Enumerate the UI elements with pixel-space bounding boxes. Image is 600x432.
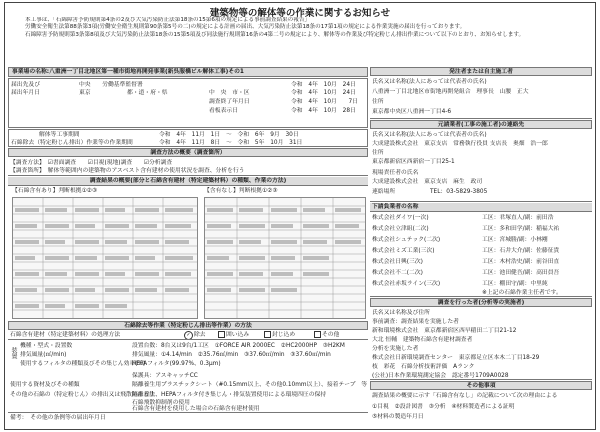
table-with-asbestos-title: 【石綿含有あり】判断根拠①②③ xyxy=(12,188,98,194)
survey-header: 調査方法の概要（調査箇所） xyxy=(8,148,368,157)
removal-header: 石綿除去等作業（特定粉じん排出等作業）の方法 xyxy=(8,321,368,330)
list-item: 工区：宮城勝/副：小林剛 xyxy=(482,237,548,243)
other-line-2: ①目視 ②設計図書 ③分析 ④材料製造者による証明 xyxy=(372,404,515,410)
project-name: 事業場の名称:八重洲一丁目北地区第一種市街地再開発事業(新呉服橋ビル解体工事)その1 xyxy=(8,67,368,77)
list-item: 株式会社ミズ工業(三次) xyxy=(372,248,435,254)
filing-label-date: 届出年月日 xyxy=(11,90,40,96)
removal-row-5-value: 隔離養生、HEPAフィルタ付き集じん・排気装置使用による環境四圧の保持 xyxy=(132,392,327,398)
contractor-name: 大成建設株式会社 東京支店 常務執行役員 支店長 奥畑 浩一郎 xyxy=(372,141,548,147)
client-address-label: 住所 xyxy=(372,99,384,105)
list-item: 株式会社不二(二次) xyxy=(372,270,423,276)
asbestos-present-table-grid xyxy=(13,198,197,318)
surveyor-line-2: 新和環境株式会社 東京都新宿区西早稲田二丁目21-12 xyxy=(372,328,517,334)
period-block xyxy=(8,129,368,147)
intro-line-2: 労働安全衛生法第88条第3項(労働安全衛生規則第90条第5号の二)の規定による計画の届出、大気汚染防止法第18条の17第1項の規定による作業実施の届出を行っております。 xyxy=(25,24,466,31)
filing-office-2-pref: 東京 xyxy=(79,90,91,96)
client-name-label: 氏名又は名称(法人にあっては代表者の氏名) xyxy=(372,79,487,85)
list-item: 株式会社立津組(二次) xyxy=(372,226,429,232)
equipment-vertical-label: 装置 xyxy=(10,347,17,359)
asbestos-absent-table xyxy=(204,197,366,319)
site-manager-label: 現場責任者の氏名 xyxy=(372,170,419,176)
list-item: 株式会社シュテック(二次) xyxy=(372,237,441,243)
removal-option-other-label: その他 xyxy=(322,332,340,338)
contractor-header: 元請業者(工事の施工者)の連絡先 xyxy=(370,120,592,129)
client-name: 八重洲一丁目北地区市街地再開発組合 理事長 山腰 正大 xyxy=(372,89,529,95)
contractor-block xyxy=(370,130,592,202)
removal-options-row xyxy=(8,331,368,340)
asbestos-period-label: 石綿除去（特定粉じん排出）作業等の作業期間 xyxy=(11,140,133,146)
subcontractor-list xyxy=(370,213,592,297)
removal-detail-block xyxy=(8,341,368,413)
filing-office-1: 中央 労働基準監督署 xyxy=(79,82,143,88)
board-label: 看板表示日 xyxy=(209,108,238,114)
list-item: 株式会社ダイワ(一次) xyxy=(372,215,429,221)
surveyor-line-7: (公社)日本作業環境測定協会 認定番号1709A0028 xyxy=(372,373,509,379)
surveyor-block xyxy=(370,308,592,380)
checkbox-icon xyxy=(264,331,271,338)
survey-end-date: 令和 4年 10月 7日 xyxy=(291,99,358,105)
checkbox-icon xyxy=(314,331,321,338)
intro-line-1: 本工事は、「石綿障害予防規則第4条の2及び大気汚染防止法第18条の15第6項の規定による事前調査結果の報告」 xyxy=(25,17,311,23)
filing-date-1: 令和 4年 10月 24日 xyxy=(291,82,356,88)
asbestos-absent-table-grid xyxy=(205,198,365,318)
surveyor-line-4: 分析を実施した者 xyxy=(372,346,419,352)
list-item: 工区：池田健吾/副：高田員吾 xyxy=(482,270,560,276)
list-item: 株式会社赤坂ライン(三次) xyxy=(372,281,441,287)
intro-line-3: 石綿障害予防規則第3条第8項及び大気汚染防止法第18条の15第5項及び同法施行規則第16条の4第二号の規定により、解体等の作業及び特定粉じん排出作業について以下のとおり、お知らせします。 xyxy=(25,31,525,38)
removal-row-1-value: 設置台数：8台又は9台/1工区 ①FORCE AIR 2000EC ②HC2000HP ③H2KM xyxy=(132,343,345,349)
notice-body xyxy=(8,67,592,427)
subcontractor-header xyxy=(370,203,592,212)
client-address: 東京都中央区八重洲一丁目4-6 xyxy=(372,109,452,115)
filing-label-place: 届出先及び xyxy=(11,82,40,88)
period-label: 解体等工事期間 xyxy=(39,132,80,138)
surveyor-header: 調査を行った者(分析等の実施者) xyxy=(370,298,592,307)
removal-option-enclose-label: 囲い込み xyxy=(226,332,250,338)
filing-block xyxy=(8,78,368,128)
intro-text xyxy=(5,17,595,63)
list-item: 株式会社日興(三次) xyxy=(372,259,423,265)
removal-row-5-label: その他の石綿の（特定粉じん）の排出又は飛散防止方法 xyxy=(10,392,155,398)
survey-table-titles xyxy=(8,187,368,196)
other-line-3: ⑤材料の製造年月日 xyxy=(372,414,424,420)
asbestos-present-table xyxy=(12,197,198,319)
subcontractor-note: ※上記の石綿作業主任者です。 xyxy=(482,290,562,296)
notice-sheet xyxy=(4,2,596,430)
survey-method-block xyxy=(8,158,368,176)
period-range: 令和 4年 11月 1日 ～ 令和 6年 9月 30日 xyxy=(159,132,299,138)
removal-option-remove xyxy=(184,331,206,340)
client-block xyxy=(370,77,592,119)
right-column xyxy=(370,67,592,427)
contractor-address-label: 住所 xyxy=(372,150,384,156)
notice-title: 建築物等の解体等の作業に関するお知らせ xyxy=(209,8,391,19)
contact-label: 連絡場所 xyxy=(372,189,396,195)
filing-office-2-mid: 都・道・府・県 xyxy=(127,90,168,96)
filing-date-2: 令和 4年 10月 24日 xyxy=(291,90,356,96)
survey-end-label: 調査終了年月日 xyxy=(209,99,250,105)
contractor-address: 東京都新宿区西新宿一丁目25-1 xyxy=(372,159,455,165)
list-item: 工区：君塚直人/副：前田浩 xyxy=(482,215,554,221)
subcontractor-header-label: 下請負業者の名称 xyxy=(372,204,419,210)
contractor-name-label: 氏名又は名称(法人にあっては代表者の氏名) xyxy=(372,132,487,138)
surveyor-line-1: 事前調査：調査結果を実施した者 xyxy=(372,319,459,325)
client-header: 発注者または自主施工者 xyxy=(370,67,592,76)
other-header: その他事項 xyxy=(370,381,592,390)
removal-col-label: 石綿含有建材（特定建築材料）の処理方法 xyxy=(10,332,121,338)
table-without-asbestos-title: 【含有なし】判断根拠①②③ xyxy=(204,188,278,194)
removal-option-seal-label: 封じ込め xyxy=(272,332,296,338)
remarks-footer: 備考： その他の条例等の届出年月日 xyxy=(10,415,106,421)
list-item: 工区：棚田守/副：中里純 xyxy=(482,281,548,287)
contact-phone: TEL：03-5829-3805 xyxy=(430,189,488,195)
surveyor-sub-label: 氏名又は名称及び住所 xyxy=(372,310,430,316)
surveyor-line-3: 大北 恒輔 建築物石綿含有建材調査者 xyxy=(372,337,473,343)
other-block xyxy=(370,391,592,425)
survey-result-header: 調査結果の概要(部分と石綿含有建材（特定建築材料）の種類、作業の方法) xyxy=(8,177,368,186)
removal-row-1-label: 機種・型式・設置数 xyxy=(20,343,73,349)
list-item: 工区：石井大介/副：佐藤征貴 xyxy=(482,248,560,254)
checkbox-icon xyxy=(218,331,225,338)
removal-option-seal xyxy=(264,331,295,339)
removal-row-2-value: 排気風量：①4.14/min ②35.76㎥/min ③37.60㎥/min ③37.60㎥/min xyxy=(132,352,331,358)
survey-place: 【調査箇所】 解体等範囲内の建築物のアスベスト含有建材の使用状況を調査、分析を行う xyxy=(10,168,245,174)
removal-row-3-value: HEPAフィルタ(99.97%、0.3μm) xyxy=(132,361,221,367)
left-column xyxy=(8,67,368,427)
removal-row-2-label: 排気風量(㎥/min) xyxy=(20,352,67,358)
respirator-value: 保護具：アスキャッチCC xyxy=(132,373,198,379)
removal-option-enclose xyxy=(218,331,249,339)
removal-row-4-value: 隔離養生用プラスチックシート（#0.15mm以上、その他0.10mm以上）、接着テープ 等 xyxy=(132,382,368,388)
check-circle-icon: ✓ xyxy=(184,331,193,340)
surveyor-line-6: 枝 彩花 石綿分析技術評価 Aランク xyxy=(372,364,475,370)
removal-option-other xyxy=(314,331,339,339)
board-date: 令和 4年 10月 28日 xyxy=(291,108,356,114)
other-line-1: 調査結果の概要に示す「石綿含有なし」の記載について次の理由による xyxy=(372,393,558,399)
removal-option-remove-label: 除去 xyxy=(194,332,206,338)
list-item: 工区：木村浩史/副：前谷田直 xyxy=(482,259,560,265)
list-item: 工区：多和田学/副：稲福大祐 xyxy=(482,226,560,232)
removal-extra: 石綿飛散抑制剤の使用 xyxy=(132,400,190,406)
asbestos-period-range: 令和 4年 11月 8日 ～ 令和 5年 10月 31日 xyxy=(159,140,303,146)
removal-tail: 石綿含有建材を使用した場合の石綿含有建材使用 xyxy=(132,406,260,412)
survey-method: 【調査方法】 ☑書面調査 ☑目視(現地)調査 ☑分析調査 xyxy=(10,160,173,166)
site-manager: 大成建設株式会社 東京支店 麻生 政司 xyxy=(372,179,483,185)
surveyor-line-5: 株式会社日新環境調査センター 東京都足立区本木二丁目18-29 xyxy=(372,355,540,361)
filing-office-2-city: 中 央 市・区 xyxy=(209,90,250,96)
removal-row-3-label: 使用するフィルタの種類及びその集じん効率(%) xyxy=(20,361,146,367)
removal-row-4-label: 使用する資材及びその種類 xyxy=(10,382,80,388)
